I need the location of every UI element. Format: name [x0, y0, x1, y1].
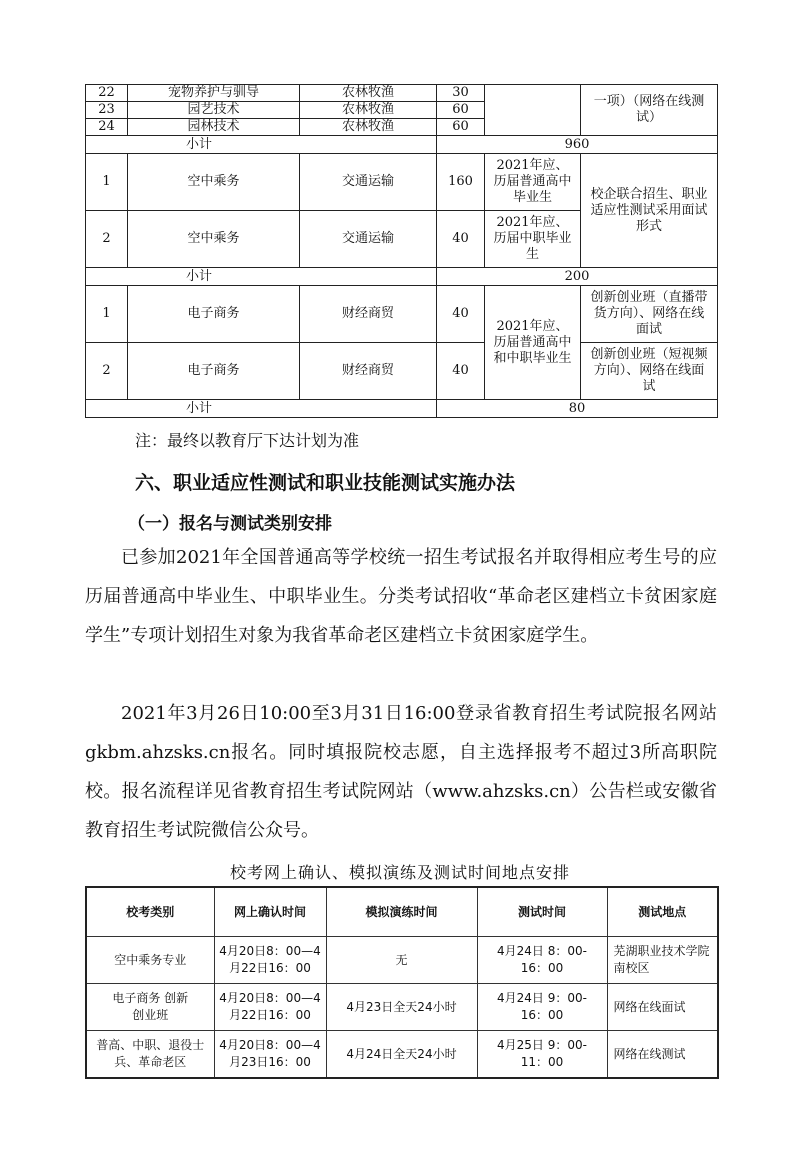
row-number: 2 — [86, 211, 128, 268]
subtotal-label: 小计 — [86, 136, 437, 154]
table-row — [86, 154, 718, 211]
target-cell: 2021年应、历届普通高中毕业生 — [485, 154, 581, 211]
row-number: 24 — [86, 119, 128, 136]
plan-count: 40 — [437, 286, 485, 343]
table-row — [86, 343, 718, 400]
major-name: 电子商务 — [128, 286, 300, 343]
major-category: 交通运输 — [300, 154, 437, 211]
plan-count: 160 — [437, 154, 485, 211]
paragraph-registration: 2021年3月26日10:00至3月31日16:00登录省教育招生考试院报名网站gkbm.ahzsks.cn报名。同时填报院校志愿，自主选择报考不超过3所高职院校。报名流程详见省教育招生考试院网站（www.ahzsks.cn）公告栏或安徽省教育招生考试院微信公众号。 — [85, 703, 717, 841]
row-number: 23 — [86, 102, 128, 119]
exam-category: 电子商务 创新创业班 — [86, 984, 214, 1031]
schedule-table — [85, 886, 719, 1079]
subtotal-value: 200 — [437, 268, 718, 286]
row-number: 2 — [86, 343, 128, 400]
subsection-title: （一）报名与测试类别安排 — [128, 514, 332, 534]
test-location: 芜湖职业技术学院南校区 — [607, 937, 718, 984]
subtotal-value: 80 — [437, 400, 718, 418]
drill-time: 4月24日全天24小时 — [326, 1031, 477, 1079]
subtotal-row — [86, 400, 718, 418]
table-row — [86, 984, 718, 1031]
table-note: 注：最终以教育厅下达计划为准 — [135, 431, 360, 450]
plan-count: 60 — [437, 102, 485, 119]
confirm-time: 4月20日8：00—4月22日16：00 — [214, 937, 326, 984]
row-number: 22 — [86, 85, 128, 102]
test-location: 网络在线测试 — [607, 1031, 718, 1079]
major-category: 财经商贸 — [300, 343, 437, 400]
major-category: 财经商贸 — [300, 286, 437, 343]
test-location: 网络在线面试 — [607, 984, 718, 1031]
table-row — [86, 85, 718, 102]
subtotal-label: 小计 — [86, 400, 437, 418]
column-header: 测试地点 — [607, 887, 718, 937]
target-cell — [485, 85, 581, 136]
major-category: 交通运输 — [300, 211, 437, 268]
test-time: 4月24日 9：00-16：00 — [477, 984, 607, 1031]
subtotal-value: 960 — [437, 136, 718, 154]
target-cell: 2021年应、历届普通高中和中职毕业生 — [485, 286, 581, 400]
confirm-time: 4月20日8：00—4月22日16：00 — [214, 984, 326, 1031]
subtotal-row — [86, 136, 718, 154]
target-cell: 2021年应、历届中职毕业生 — [485, 211, 581, 268]
exam-category: 空中乘务专业 — [86, 937, 214, 984]
schedule-table-caption: 校考网上确认、模拟演练及测试时间地点安排 — [229, 863, 570, 882]
subtotal-label: 小计 — [86, 268, 437, 286]
major-name: 电子商务 — [128, 343, 300, 400]
drill-time: 4月23日全天24小时 — [326, 984, 477, 1031]
exam-category: 普高、中职、退役士兵、革命老区 — [86, 1031, 214, 1079]
confirm-time: 4月20日8：00—4月23日16：00 — [214, 1031, 326, 1079]
method-cell: 一项）（网络在线测试） — [581, 85, 718, 136]
column-header: 模拟演练时间 — [326, 887, 477, 937]
row-number: 1 — [86, 154, 128, 211]
column-header: 校考类别 — [86, 887, 214, 937]
method-cell: 创新创业班（短视频方向）、网络在线面试 — [581, 343, 718, 400]
plan-count: 60 — [437, 119, 485, 136]
method-cell: 校企联合招生、职业适应性测试采用面试形式 — [581, 154, 718, 268]
major-name: 宠物养护与驯导 — [128, 85, 300, 102]
test-time: 4月25日 9：00-11：00 — [477, 1031, 607, 1079]
plan-count: 40 — [437, 211, 485, 268]
table-row — [86, 937, 718, 984]
method-cell: 创新创业班（直播带货方向）、网络在线面试 — [581, 286, 718, 343]
major-name: 园林技术 — [128, 119, 300, 136]
major-name: 园艺技术 — [128, 102, 300, 119]
major-category: 农林牧渔 — [300, 85, 437, 102]
enrollment-plan-table — [85, 84, 718, 418]
table-row — [86, 1031, 718, 1079]
paragraph-eligibility: 已参加2021年全国普通高等学校统一招生考试报名并取得相应考生号的应历届普通高中毕业生、中职毕业生。分类考试招收“革命老区建档立卡贫困家庭学生”专项计划招生对象为我省革命老区建档立卡贫困家庭学生。 — [85, 547, 717, 646]
column-header: 测试时间 — [477, 887, 607, 937]
plan-count: 30 — [437, 85, 485, 102]
table-row — [86, 286, 718, 343]
major-category: 农林牧渔 — [300, 119, 437, 136]
table-header-row — [86, 887, 718, 937]
test-time: 4月24日 8：00-16：00 — [477, 937, 607, 984]
drill-time: 无 — [326, 937, 477, 984]
column-header: 网上确认时间 — [214, 887, 326, 937]
section-title: 六、职业适应性测试和职业技能测试实施办法 — [135, 472, 516, 494]
major-category: 农林牧渔 — [300, 102, 437, 119]
subtotal-row — [86, 268, 718, 286]
plan-count: 40 — [437, 343, 485, 400]
major-name: 空中乘务 — [128, 211, 300, 268]
major-name: 空中乘务 — [128, 154, 300, 211]
row-number: 1 — [86, 286, 128, 343]
